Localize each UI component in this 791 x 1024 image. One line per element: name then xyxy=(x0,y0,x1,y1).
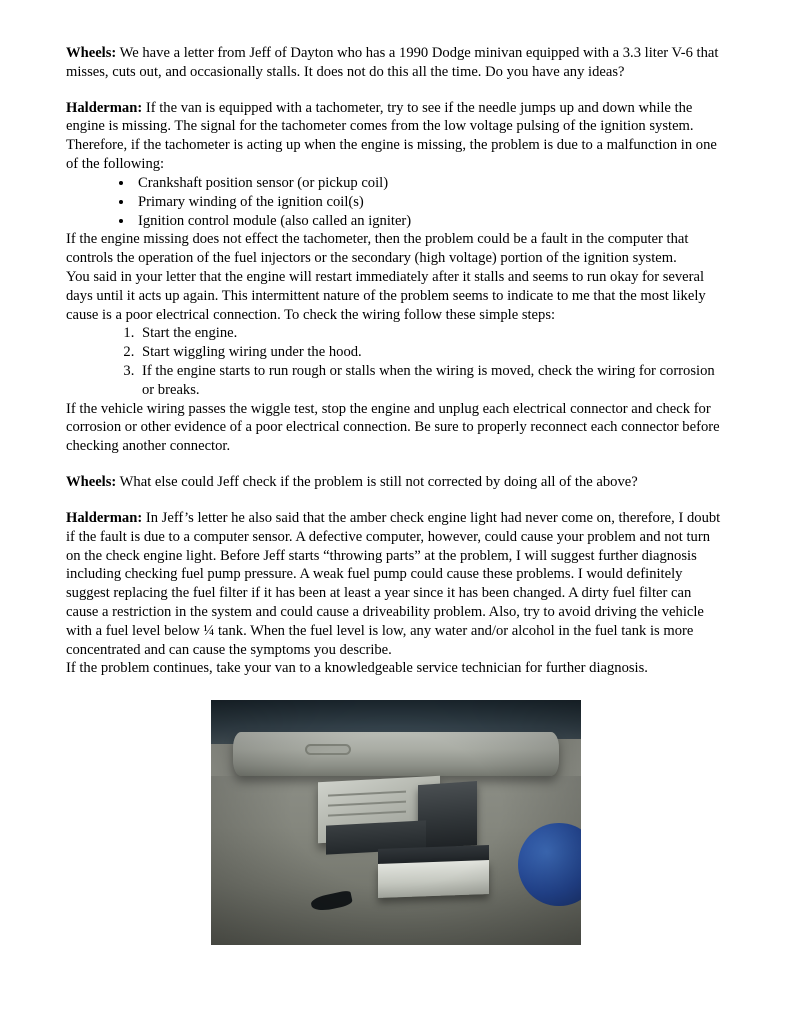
paragraph-text: We have a letter from Jeff of Dayton who has a 1990 Dodge minivan equipped with a 3.3 liter V-6 that misses, cuts out, and occasionally stalls. It does not do this all the time. Do you have any ideas? xyxy=(66,45,719,80)
paragraph-after-bullets-2: You said in your letter that the engine will restart immediately after it stalls and seems to run okay for several days until it acts up again. This intermittent nature of the problem seems to indicate to me that the most likely cause is a poor electrical connection. To check the wiring follow these simple steps: xyxy=(66,268,706,323)
bullet-list-causes xyxy=(66,174,726,230)
paragraph-text: What else could Jeff check if the problem is still not corrected by doing all of the above? xyxy=(116,474,638,491)
speaker-label: Halderman: xyxy=(66,509,143,526)
document-body xyxy=(66,44,726,945)
paragraph-wheels-question-1 xyxy=(66,44,726,82)
paragraph-halderman-answer-1 xyxy=(66,99,726,174)
photo-vignette xyxy=(211,700,581,945)
paragraph-closing: If the problem continues, take your van to a knowledgeable service technician for further diagnosis. xyxy=(66,660,648,677)
list-item: • Ignition control module (also called an igniter) xyxy=(134,212,726,231)
paragraph-text: If the van is equipped with a tachometer, try to see if the needle jumps up and down while the engine is missing. The signal for the tachometer comes from the low voltage pulsing of the ignition system. Therefore, if the tachometer is acting up when the engine is missing, the problem is due to a malfunction in one of the following: xyxy=(66,99,717,173)
speaker-label: Halderman: xyxy=(66,99,143,116)
numbered-list-steps xyxy=(66,324,726,399)
speaker-label: Wheels: xyxy=(66,474,117,491)
list-item: • Crankshaft position sensor (or pickup coil) xyxy=(134,174,726,193)
list-item: 3. If the engine starts to run rough or stalls when the wiring is moved, check the wiring for corrosion or breaks. xyxy=(138,362,726,400)
list-item: 1. Start the engine. xyxy=(138,324,726,343)
paragraph-after-bullets-1: If the engine missing does not effect the tachometer, then the problem could be a fault in the computer that controls the operation of the fuel injectors or the secondary (high voltage) portion of the ignition system. xyxy=(66,231,689,267)
list-item: • Primary winding of the ignition coil(s) xyxy=(134,193,726,212)
paragraph-after-steps: If the vehicle wiring passes the wiggle test, stop the engine and unplug each electrical connector and check for corrosion or other evidence of a poor electrical connection. Be sure to properly reconnect each connector before checking another connector. xyxy=(66,400,720,455)
speaker-label: Wheels: xyxy=(66,45,117,61)
minivan-cargo-photo xyxy=(211,700,581,945)
paragraph-wheels-question-2 xyxy=(66,473,726,492)
photo-container xyxy=(66,700,726,945)
paragraph-text: In Jeff’s letter he also said that the amber check engine light had never come on, therefore, I doubt if the fault is due to a computer sensor. A defective computer, however, could cause your problem and not turn on the check engine light. Before Jeff starts “throwing parts” at the problem, I will suggest further diagnosis including checking fuel pump pressure. A weak fuel pump could cause these problems. I would definitely suggest replacing the fuel filter if it has been at least a year since it has been changed. A dirty fuel filter can cause a restriction in the system and could cause a driveability problem. Also, try to avoid driving the vehicle with a fuel level below ¼ tank. When the fuel level is low, any water and/or alcohol in the fuel tank is more concentrated and can cause the symptoms you describe. xyxy=(66,509,721,658)
paragraph-halderman-answer-2 xyxy=(66,509,726,660)
list-item: 2. Start wiggling wiring under the hood. xyxy=(138,343,726,362)
